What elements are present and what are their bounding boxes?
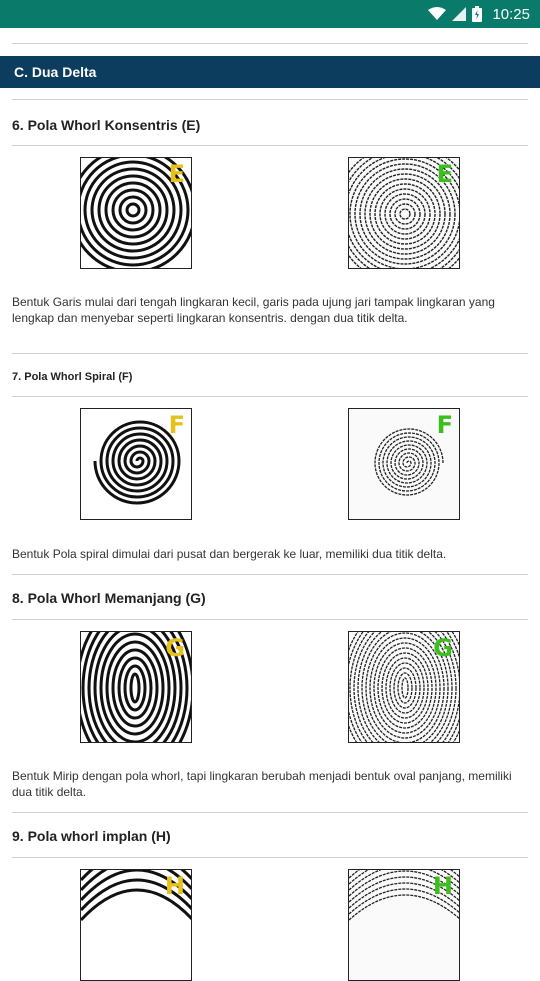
fingerprint-image-ink [348, 869, 460, 981]
pattern-letter: H [432, 872, 453, 900]
signal-icon [452, 7, 466, 21]
pattern-letter: F [436, 411, 453, 439]
pattern-letter: G [165, 634, 185, 662]
pattern-title: 9. Pola whorl implan (H) [12, 828, 171, 844]
divider [12, 857, 528, 858]
divider [12, 99, 528, 100]
pattern-letter: F [168, 411, 185, 439]
fingerprint-image-pencil [80, 157, 192, 269]
status-bar [0, 0, 540, 28]
fingerprint-image-pencil [80, 869, 192, 981]
fingerprint-image-ink [348, 408, 460, 520]
divider [12, 619, 528, 620]
divider [12, 574, 528, 575]
pattern-title: 7. Pola Whorl Spiral (F) [12, 371, 133, 383]
status-time: 10:25 [492, 5, 530, 23]
pattern-letter: E [168, 160, 185, 188]
fingerprint-image-pencil [80, 631, 192, 743]
pattern-letter: G [433, 634, 453, 662]
divider [12, 353, 528, 354]
wifi-icon [428, 7, 446, 21]
section-header: C. Dua Delta [0, 56, 540, 88]
battery-icon [472, 6, 482, 22]
pattern-description: Bentuk Pola spiral dimulai dari pusat dan bergerak ke luar, memiliki dua titik delta. [12, 547, 447, 561]
divider [12, 43, 528, 44]
pattern-title: 6. Pola Whorl Konsentris (E) [12, 117, 201, 133]
divider [12, 812, 528, 813]
pattern-description: Bentuk Garis mulai dari tengah lingkaran kecil, garis pada ujung jari tampak lingkaran yang lengkap dan menyebar seperti lingkaran konsentris. dengan dua titik delta. [12, 295, 495, 325]
divider [12, 145, 528, 146]
fingerprint-image-pencil [80, 408, 192, 520]
divider [12, 396, 528, 397]
pattern-title: 8. Pola Whorl Memanjang (G) [12, 590, 206, 606]
pattern-letter: E [436, 160, 453, 188]
pattern-letter: H [164, 872, 185, 900]
fingerprint-image-ink [348, 631, 460, 743]
pattern-description: Bentuk Mirip dengan pola whorl, tapi lingkaran berubah menjadi bentuk oval panjang, memiliki dua titik delta. [12, 769, 512, 799]
fingerprint-image-ink [348, 157, 460, 269]
